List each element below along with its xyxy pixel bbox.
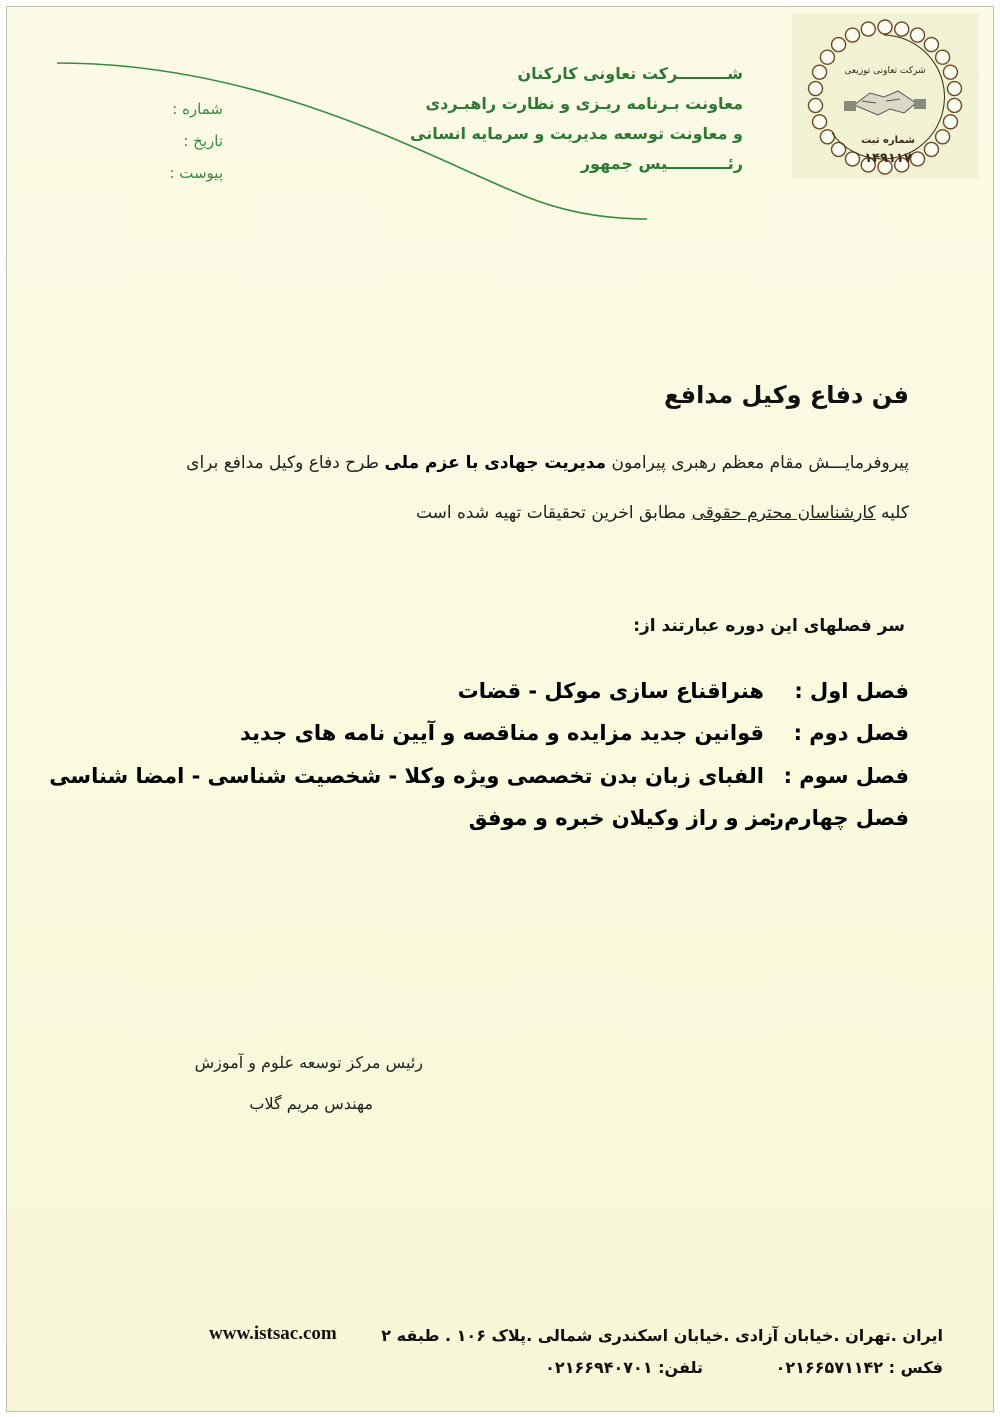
chapter-item	[89, 806, 909, 846]
chapter-item	[89, 679, 909, 719]
header-line-presidency: رئـــــــــــیس جمهور	[580, 154, 743, 173]
handshake-icon	[844, 91, 926, 115]
intro-text: مطابق اخرین تحقیقات تهیه شده است	[415, 503, 692, 523]
logo-bead	[861, 22, 875, 36]
intro-line-1	[186, 453, 909, 473]
letter-meta	[153, 93, 223, 189]
chapter-label: فصل دوم :	[793, 721, 909, 745]
intro-text: طرح دفاع وکیل مدافع برای	[186, 453, 385, 473]
logo-bead	[911, 28, 925, 42]
attachment-label: پیوست :	[169, 164, 223, 182]
logo-bead	[813, 115, 827, 129]
intro-line-2	[416, 503, 909, 523]
footer-fax: فکس : ۰۲۱۶۶۵۷۱۱۴۲	[775, 1358, 943, 1377]
logo-bead	[820, 50, 834, 64]
signature-position: رئیس مرکز توسعه علوم و آموزش	[194, 1053, 423, 1072]
logo-bead	[936, 50, 950, 64]
chapter-label: فصل چهارم :	[768, 806, 909, 830]
logo-bead	[820, 130, 834, 144]
header-line-planning: معاونت بـرنامه ریـزی و نظارت راهبـردی	[425, 94, 743, 113]
chapter-item	[49, 764, 909, 804]
logo-bead	[832, 142, 846, 156]
chapter-label: فصل اول :	[794, 679, 909, 703]
logo-bead	[895, 22, 909, 36]
document-title: فن دفاع وکیل مدافع	[664, 381, 909, 409]
header-line-development: و معاونت توسعه مدیریت و سرمایه انسانی	[410, 124, 743, 143]
logo-reg-label: شماره ثبت	[861, 135, 915, 146]
intro-underlined: کارشناسان محترم حقوقی	[691, 503, 876, 523]
chapters-heading: سر فصلهای این دوره عبارتند از:	[633, 616, 905, 636]
logo-bead	[878, 20, 892, 34]
company-header	[343, 59, 743, 179]
logo-bead	[809, 82, 823, 96]
date-label: تاریخ :	[183, 132, 223, 150]
footer-address: ایران .تهران .خیابان آزادی .خیابان اسکندری شمالی .پلاک ۱۰۶ . طبقه ۲	[381, 1326, 943, 1345]
logo-bead	[924, 38, 938, 52]
signature-name: مهندس مریم گلاب	[249, 1094, 373, 1113]
chapter-title: قوانین جدید مزایده و مناقصه و آیین نامه های جدید	[239, 721, 764, 745]
logo-bead	[813, 65, 827, 79]
logo-bead	[947, 82, 961, 96]
logo-bead	[845, 28, 859, 42]
number-label: شماره :	[172, 100, 223, 118]
intro-text: پیروفرمایـــش مقام معظم رهبری پیرامون	[606, 453, 909, 473]
logo-inner-text: شرکت تعاونی توزیعی	[844, 66, 926, 76]
letterhead-page	[6, 6, 994, 1412]
logo-bead	[936, 130, 950, 144]
intro-bold: مدیریت جهادی با عزم ملی	[384, 453, 607, 473]
logo-bead	[911, 152, 925, 166]
intro-text: کلیه	[875, 503, 909, 523]
website-link[interactable]: www.istsac.com	[209, 1323, 337, 1344]
company-logo	[792, 13, 979, 179]
chapter-item	[89, 721, 909, 761]
chapter-title: الفبای زبان بدن تخصصی ویژه وکلا - شخصیت شناسی - امضا شناسی	[49, 764, 764, 788]
header-line-company: شـــــــــرکت تعاونی کارکنان	[517, 64, 743, 83]
logo-bead	[832, 38, 846, 52]
logo-reg-number: ۱۴۹۱۱۷	[864, 151, 912, 166]
logo-bead	[924, 142, 938, 156]
logo-bead	[943, 65, 957, 79]
chapter-label: فصل سوم :	[783, 764, 909, 788]
logo-bead	[943, 115, 957, 129]
footer-phone: تلفن: ۰۲۱۶۶۹۴۰۷۰۱	[545, 1358, 703, 1377]
chapter-title: هنراقناع سازی موکل - قضات	[457, 679, 764, 703]
chapter-title: رمز و راز وکیلان خبره و موفق	[468, 806, 784, 830]
logo-bead	[947, 98, 961, 112]
logo-bead	[809, 98, 823, 112]
